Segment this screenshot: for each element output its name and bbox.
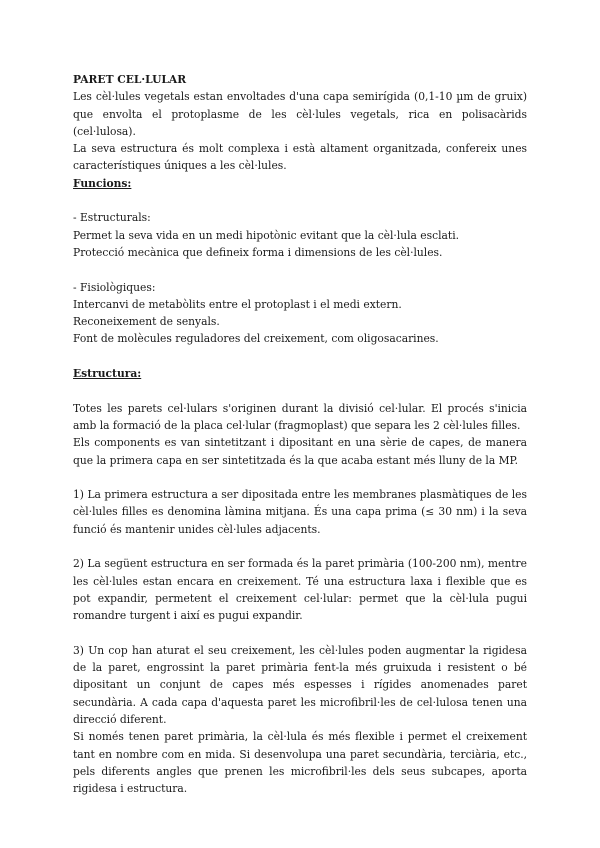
fisiologiques-item: Reconeixement de senyals. xyxy=(73,315,220,329)
estructurals-item: Protecció mecànica que defineix forma i dimensions de les cèl·lules. xyxy=(73,245,443,259)
spacer xyxy=(73,625,527,642)
estructura-step-3: 3) Un cop han aturat el seu creixement, les cèl·lules poden augmentar la rigidesa de la paret, engrossint la paret primària fent-la més gruixuda i resistent o bé dipositant un conjunt de capes més espesses i rígides anomenades paret secundària. A cada capa d'aquesta paret les microfibril·les de cel·lulosa tenen una direcció diferent. xyxy=(73,643,527,726)
estructura-step-3-continuation: Si només tenen paret primària, la cèl·lula és més flexible i permet el creixement tant en nombre com en mida. Si desenvolupa una paret secundària, terciària, etc., pels diferents angles que prenen les microfibril·les dels seus subcapes, aporta rigidesa i estructura. xyxy=(73,730,527,796)
fisiologiques-item: Intercanvi de metabòlits entre el protoplast i el medi extern. xyxy=(73,297,402,311)
spacer xyxy=(73,192,527,209)
estructura-paragraph-1: Totes les parets cel·lulars s'originen durant la divisió cel·lular. El procés s'inicia amb la formació de la placa cel·lular (fragmoplast) que separa les 2 cèl·lules filles. xyxy=(73,401,527,432)
estructurals-label: - Estructurals: xyxy=(73,211,151,225)
funcions-heading: Funcions: xyxy=(73,176,132,190)
estructura-paragraph-2: Els components es van sintetitzant i dipositant en una sèrie de capes, de manera que la primera capa en ser sintetitzada és la que acaba estant més lluny de la MP. xyxy=(73,436,527,467)
intro-paragraph-1: Les cèl·lules vegetals estan envoltades d'una capa semirígida (0,1-10 µm de gruix) que envolta el protoplasme de les cèl·lules vegetals, rica en polisacàrids (cel·lulosa). xyxy=(73,90,527,138)
fisiologiques-label: - Fisiològiques: xyxy=(73,280,156,294)
spacer xyxy=(73,538,527,555)
spacer xyxy=(73,469,527,486)
spacer xyxy=(73,348,527,365)
document-title: PARET CEL·LULAR xyxy=(73,73,187,86)
estructura-step-2: 2) La següent estructura en ser formada és la paret primària (100-200 nm), mentre les cèl·lules estan encara en creixement. Té una estructura laxa i flexible que es pot expandir, permetent el creixement cel·lular: permet que la cèl·lula pugui romandre turgent i així es pugui expandir. xyxy=(73,557,527,623)
fisiologiques-item: Font de molècules reguladores del creixement, com oligosacarines. xyxy=(73,332,439,346)
estructura-heading: Estructura: xyxy=(73,367,142,381)
estructura-step-1: 1) La primera estructura a ser dipositada entre les membranes plasmàtiques de les cèl·lules filles es denomina làmina mitjana. És una capa prima (≤ 30 nm) i la seva funció és mantenir unides cèl·lules adjacents. xyxy=(73,488,527,536)
spacer xyxy=(73,382,527,399)
intro-paragraph-2: La seva estructura és molt complexa i està altament organitzada, confereix unes característiques úniques a les cèl·lules. xyxy=(73,142,527,173)
spacer xyxy=(73,261,527,278)
estructurals-item: Permet la seva vida en un medi hipotònic evitant que la cèl·lula esclati. xyxy=(73,228,460,242)
